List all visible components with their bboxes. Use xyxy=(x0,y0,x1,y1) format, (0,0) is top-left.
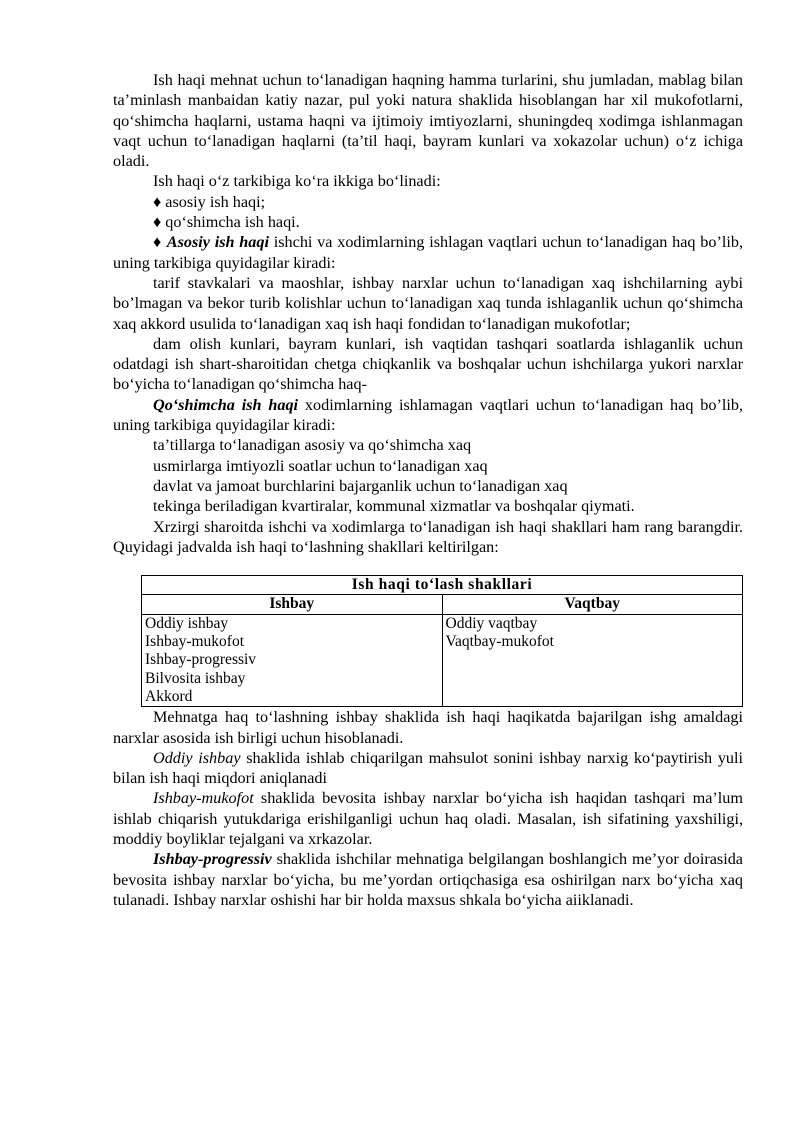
paragraph-piecework-progressive xyxy=(113,849,743,910)
paragraph-basic-pay xyxy=(113,232,743,273)
table-cell-vaqtbay xyxy=(442,614,743,706)
paragraph-intro: Ish haqi mehnat uchun to‘lanadigan haqning hamma turlarini, shu jumladan, mablag bilan ta’minlash manbaidan katiy nazar, pul yoki natura shaklida hisoblangan har xil mukofotlarni, qo‘shimcha haqlarni, ustama haqni va ijtimoiy imtiyozlarni, shuningdeq xodimga ishlanmagan vaqt uchun to‘lanadigan haqlarni (ta’til haqi, bayram kunlari va xokazolar uchun) o‘z ichiga oladi. xyxy=(113,71,743,171)
paragraph-piecework-bonus xyxy=(113,788,743,849)
bullet-additional-pay: ♦ qo‘shimcha ish haqi. xyxy=(153,213,300,232)
list-item-free-services: tekinga beriladigan kvartiralar, kommunal xizmatlar va boshqalar qiymati. xyxy=(153,497,635,516)
list-item-minors: usmirlarga imtiyozli soatlar uchun to‘lanadigan xaq xyxy=(153,456,488,475)
paragraph-holidays: dam olish kunlari, bayram kunlari, ish vaqtidan tashqari soatlarda ishlaganlik uchun odatdagi ish shart-sharoitidan chetga chiqkanlik va boshqalar uchun ishchilarga yukori narxlar bo‘yicha to‘lanadigan qo‘shimcha haq- xyxy=(113,334,743,394)
paragraph-additional-pay xyxy=(113,395,743,436)
paragraph-piecework-bonus-text: shaklida bevosita ishbay narxlar bo‘yicha ish haqidan tashqari ma’lum ishlab chiqarish yutukdariga erishilganligi uchun haq oladi. Masalan, ish sifatining yaxshiligi, moddiy boyliklar tejalgani va xrkazolar. xyxy=(113,789,743,848)
paragraph-tariff: tarif stavkalari va maoshlar, ishbay narxlar uchun to‘lanadigan xaq ishchilarning aybi bo’lmagan va bekor turib kolishlar uchun to‘lanadigan xaq tunda ishlaganlik uchun qo‘shimcha xaq akkord usulida to‘lanadigan xaq ish haqi fondidan to‘lanadigan mukofotlar; xyxy=(113,273,743,333)
table-header-ishbay: Ishbay xyxy=(142,595,443,614)
list-item: Oddiy ishbay xyxy=(145,614,229,632)
paragraph-basic-pay-text: ishchi va xodimlarning ishlagan vaqtlari uchun to‘lanadigan haq bo’lib, uning tarkibiga quyidagilar kiradi: xyxy=(113,233,743,272)
table-header-vaqtbay: Vaqtbay xyxy=(442,595,743,614)
paragraph-piecework: Mehnatga haq to‘lashning ishbay shaklida ish haqi haqikatda bajarilgan ishg amaldagi narxlar asosida ish birligi uchun hisoblanadi. xyxy=(113,708,743,747)
list-item-duties: davlat va jamoat burchlarini bajarganlik uchun to‘lanadigan xaq xyxy=(153,476,568,495)
term-piecework-bonus: Ishbay-mukofot xyxy=(153,789,254,808)
list-item: Ishbay-mukofot xyxy=(145,633,245,651)
list-item: Oddiy vaqtbay xyxy=(445,614,538,632)
term-simple-piecework: Oddiy ishbay xyxy=(153,748,241,767)
term-additional-pay: Qo‘shimcha ish haqi xyxy=(153,395,299,414)
paragraph-additional-pay-text: xodimlarning ishlamagan vaqtlari uchun to‘lanadigan haq bo’lib, uning tarkibiga quyidagilar kiradi: xyxy=(113,395,743,435)
bullet-marker: ♦ xyxy=(153,233,167,252)
paragraph-simple-piecework xyxy=(113,748,743,789)
table-cell-ishbay xyxy=(142,614,443,706)
term-basic-pay: Asosiy ish haqi xyxy=(166,233,269,252)
list-item: Ishbay-progressiv xyxy=(145,651,257,669)
table-caption: Ish haqi to‘lash shakllari xyxy=(142,576,743,595)
list-item: Akkord xyxy=(145,687,193,705)
term-piecework-progressive: Ishbay-progressiv xyxy=(153,850,272,869)
paragraph-forms: Xrzirgi sharoitda ishchi va xodimlarga to‘lanadigan ish haqi shakllari ham rang barangdir. Quyidagi jadvalda ish haqi to‘lashning shakllari keltirilgan: xyxy=(113,517,743,556)
pay-forms-table xyxy=(141,575,743,707)
list-item-vacation: ta’tillarga to‘lanadigan asosiy va qo‘shimcha xaq xyxy=(153,436,472,455)
document-page xyxy=(113,70,743,910)
paragraph-simple-piecework-text: shaklida ishlab chiqarilgan mahsulot sonini ishbay narxig ko‘paytirish yuli bilan ish haqi miqdori aniqlanadi xyxy=(113,748,743,788)
list-item: Vaqtbay-mukofot xyxy=(445,633,554,651)
bullet-basic-pay: ♦ asosiy ish haqi; xyxy=(153,192,266,211)
list-item: Bilvosita ishbay xyxy=(145,669,246,687)
paragraph-division: Ish haqi o‘z tarkibiga ko‘ra ikkiga bo‘linadi: xyxy=(153,172,441,191)
paragraph-piecework-progressive-text: shaklida ishchilar mehnatiga belgilangan boshlangich me’yor doirasida bevosita ishbay narxlar bo‘yicha, bu me’yordan ortiqchasiga esa oshirilgan narx bo‘yicha xaq tulanadi. Ishbay narxlar oshishi har bir holda maxsus shkala bo‘yicha aiiklanadi. xyxy=(113,850,743,909)
